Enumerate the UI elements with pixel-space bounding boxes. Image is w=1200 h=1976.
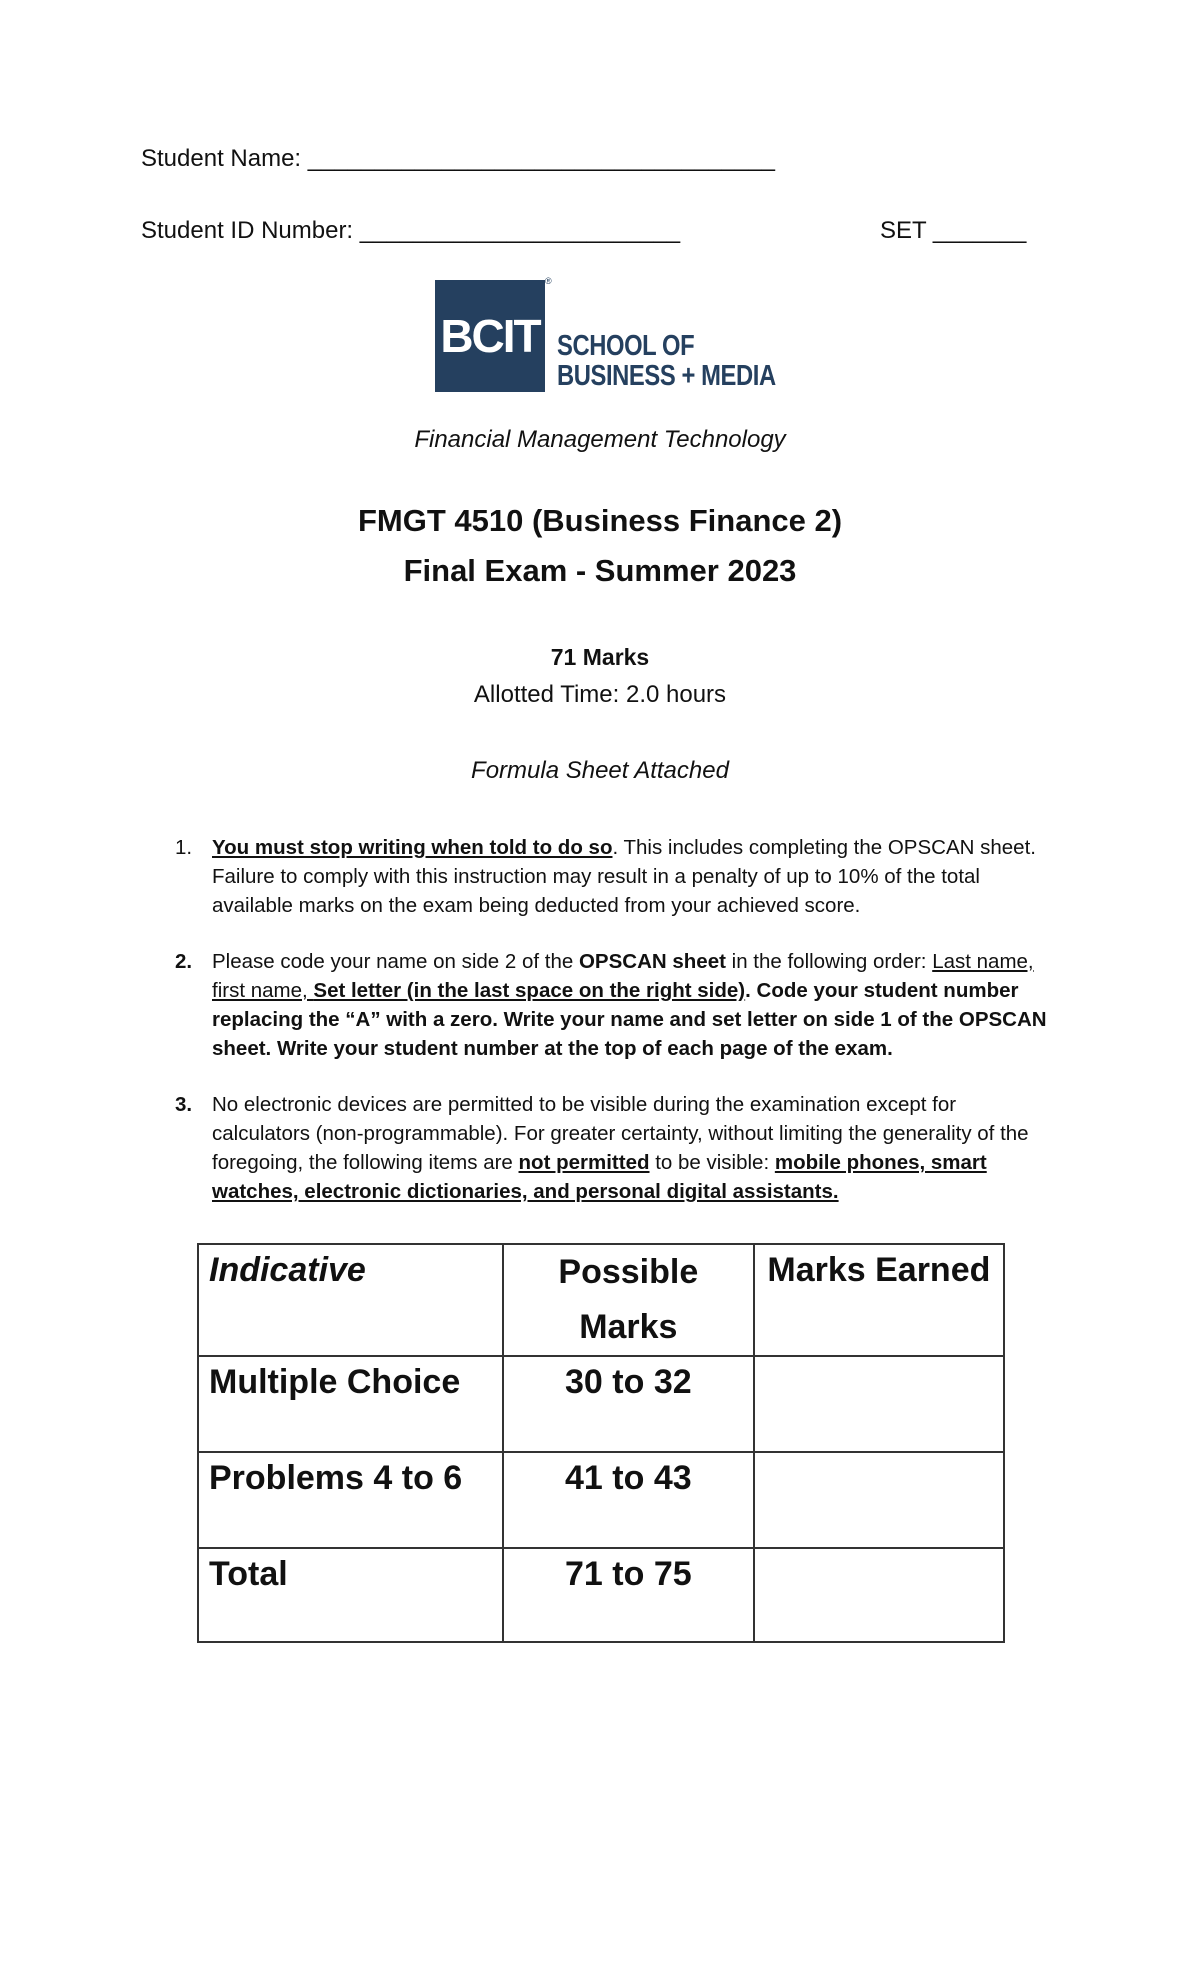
logo-line-1: SCHOOL OF xyxy=(557,330,695,362)
header-indicative: Indicative xyxy=(198,1244,503,1356)
program-name: Financial Management Technology xyxy=(414,426,786,453)
instruction-emphasis: OPSCAN sheet xyxy=(578,950,726,973)
header-possible-marks: Possible Marks xyxy=(503,1244,754,1356)
instruction-emphasis: mobile phones, smart watches, electronic dictionaries, and personal digital assistants. xyxy=(212,1151,987,1203)
instruction-emphasis: Set letter (in the last space on the right side) xyxy=(313,979,746,1002)
header-marks-earned: Marks Earned xyxy=(754,1244,1004,1356)
instruction-text: . This includes completing the OPSCAN sheet. Failure to comply with this instruction may result in a penalty of up to 10% of the total available marks on the exam being deducted from your achieved score. xyxy=(212,836,1036,917)
table-row xyxy=(198,1548,1004,1642)
allotted-time: Allotted Time: 2.0 hours xyxy=(473,681,727,708)
table-header-row xyxy=(198,1244,1004,1356)
table-row xyxy=(198,1452,1004,1548)
row-label: Total xyxy=(198,1548,503,1642)
instruction-emphasis: You must stop writing when told to do so xyxy=(212,836,613,859)
instruction-text: in the following order: xyxy=(725,950,933,973)
possible-marks-cell: 71 to 75 xyxy=(503,1548,754,1642)
possible-marks-cell: 30 to 32 xyxy=(503,1356,754,1452)
marks-table xyxy=(197,1243,1005,1643)
instruction-2 xyxy=(175,947,1055,1063)
bcit-logo-mark: BCIT xyxy=(435,280,545,392)
course-title: FMGT 4510 (Business Finance 2) xyxy=(357,503,843,538)
instruction-text: Please code your name on side 2 of the xyxy=(212,950,579,973)
instruction-text: . Code your student number replacing the “A” with a zero. Write your name and set letter on side 1 of the OPSCAN sheet. Write your student number at the top of each page of the exam. xyxy=(212,979,1047,1060)
instruction-3 xyxy=(175,1090,1055,1206)
marks-earned-cell[interactable] xyxy=(754,1452,1004,1548)
instruction-emphasis: not permitted xyxy=(518,1151,650,1174)
student-name-field[interactable]: Student Name: ___________________________________ xyxy=(141,145,775,172)
marks-earned-cell[interactable] xyxy=(754,1356,1004,1452)
student-id-field[interactable]: Student ID Number: ________________________ xyxy=(141,217,681,244)
registered-mark: ® xyxy=(545,276,552,286)
exam-title: Final Exam - Summer 2023 xyxy=(403,553,797,588)
total-marks: 71 Marks xyxy=(550,644,650,670)
instruction-1 xyxy=(175,833,1055,920)
instruction-number: 3. xyxy=(175,1093,193,1116)
formula-note: Formula Sheet Attached xyxy=(471,757,729,784)
instruction-text: No electronic devices are permitted to be visible during the examination except for calculators (non-programmable). For greater certainty, without limiting the generality of the foregoing, the following items are xyxy=(212,1093,1029,1174)
possible-marks-cell: 41 to 43 xyxy=(503,1452,754,1548)
set-field[interactable]: SET _______ xyxy=(880,217,1027,244)
instruction-text: to be visible: xyxy=(649,1151,775,1174)
logo-line-2: BUSINESS + MEDIA xyxy=(557,360,776,392)
instruction-number: 2. xyxy=(175,950,193,973)
instruction-emphasis: Last name, first name, xyxy=(212,950,1034,1002)
instruction-number: 1. xyxy=(175,836,193,859)
marks-earned-cell[interactable] xyxy=(754,1548,1004,1642)
table-row xyxy=(198,1356,1004,1452)
row-label: Problems 4 to 6 xyxy=(198,1452,503,1548)
bcit-logo xyxy=(435,276,776,392)
row-label: Multiple Choice xyxy=(198,1356,503,1452)
